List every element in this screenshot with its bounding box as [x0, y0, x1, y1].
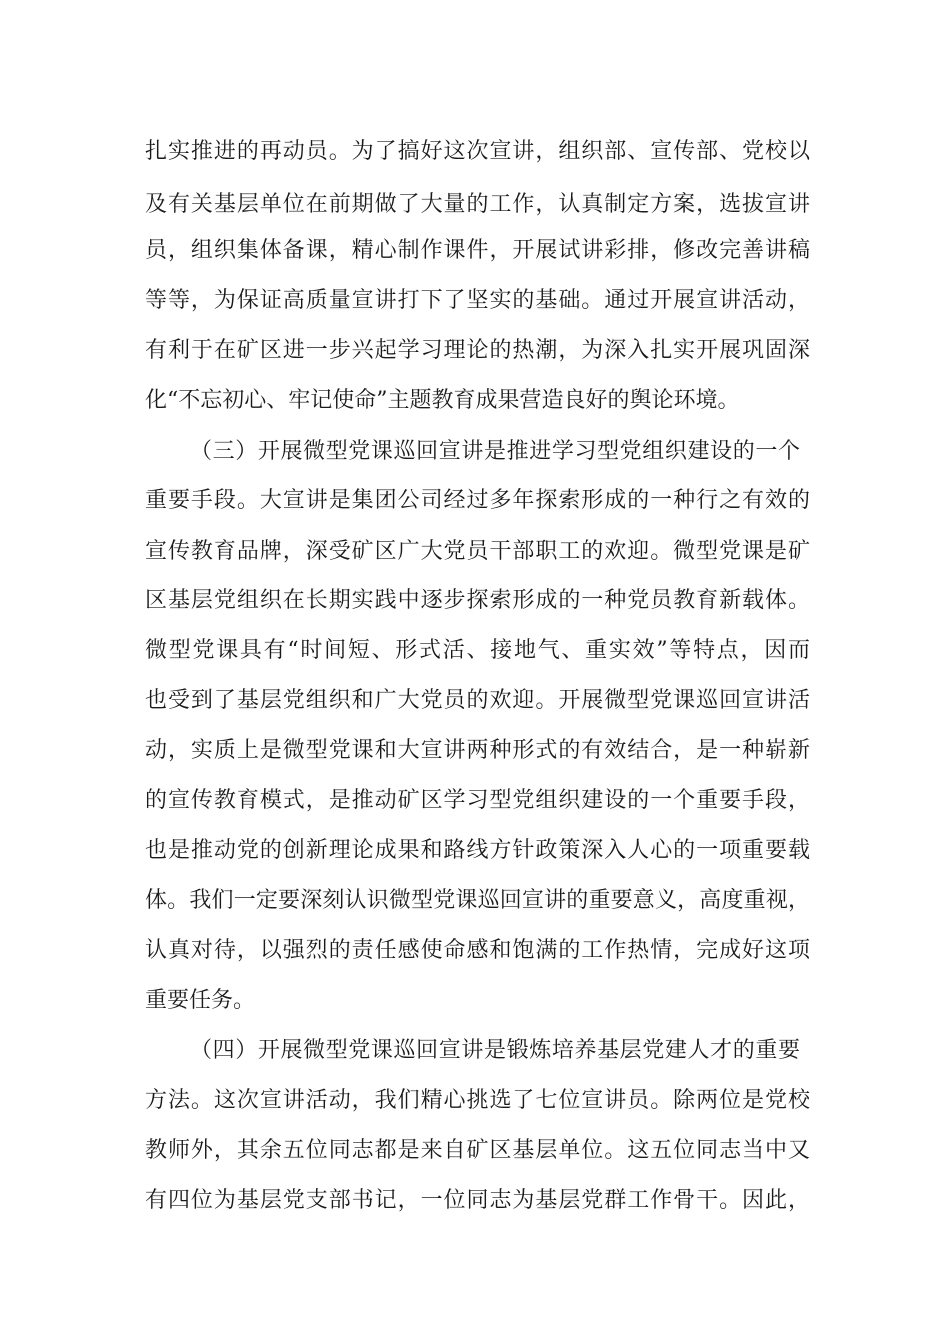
text-line: 方法。这次宣讲活动，我们精心挑选了七位宣讲员。除两位是党校 — [145, 1088, 810, 1113]
text-line: 及有关基层单位在前期做了大量的工作，认真制定方案，选拔宣讲 — [145, 192, 810, 217]
text-line: 微型党课具有“时间短、形式活、接地气、重实效”等特点，因而 — [145, 638, 810, 663]
paragraph-heading: （三）开展微型党课巡回宣讲是推进学习型党组织建设的一个 — [190, 439, 800, 464]
text-line: 动，实质上是微型党课和大宣讲两种形式的有效结合，是一种崭新 — [145, 738, 810, 763]
text-line: 也是推动党的创新理论成果和路线方针政策深入人心的一项重要载 — [145, 838, 810, 863]
text-line: 员，组织集体备课，精心制作课件，开展试讲彩排，修改完善讲稿 — [145, 238, 810, 263]
text-line: 重要任务。 — [145, 988, 256, 1013]
text-line: 宣传教育品牌，深受矿区广大党员干部职工的欢迎。微型党课是矿 — [145, 539, 810, 564]
text-line: 等等，为保证高质量宣讲打下了坚实的基础。通过开展宣讲活动， — [145, 288, 810, 313]
text-line: 区基层党组织在长期实践中逐步探索形成的一种党员教育新载体。 — [145, 588, 810, 613]
text-line: 也受到了基层党组织和广大党员的欢迎。开展微型党课巡回宣讲活 — [145, 688, 810, 713]
text-line: 有利于在矿区进一步兴起学习理论的热潮，为深入扎实开展巩固深 — [145, 338, 810, 363]
text-line: 教师外，其余五位同志都是来自矿区基层单位。这五位同志当中又 — [145, 1138, 810, 1163]
text-line: 重要手段。大宣讲是集团公司经过多年探索形成的一种行之有效的 — [145, 488, 810, 513]
text-line: 体。我们一定要深刻认识微型党课巡回宣讲的重要意义，高度重视， — [145, 888, 810, 913]
text-line: 的宣传教育模式，是推动矿区学习型党组织建设的一个重要手段， — [145, 788, 810, 813]
paragraph-heading: （四）开展微型党课巡回宣讲是锻炼培养基层党建人才的重要 — [190, 1038, 800, 1063]
text-line: 认真对待，以强烈的责任感使命感和饱满的工作热情，完成好这项 — [145, 938, 810, 963]
text-line: 化“不忘初心、牢记使命”主题教育成果营造良好的舆论环境。 — [145, 388, 740, 413]
text-line: 有四位为基层党支部书记，一位同志为基层党群工作骨干。因此， — [145, 1188, 810, 1213]
text-line: 扎实推进的再动员。为了搞好这次宣讲，组织部、宣传部、党校以 — [145, 139, 810, 164]
